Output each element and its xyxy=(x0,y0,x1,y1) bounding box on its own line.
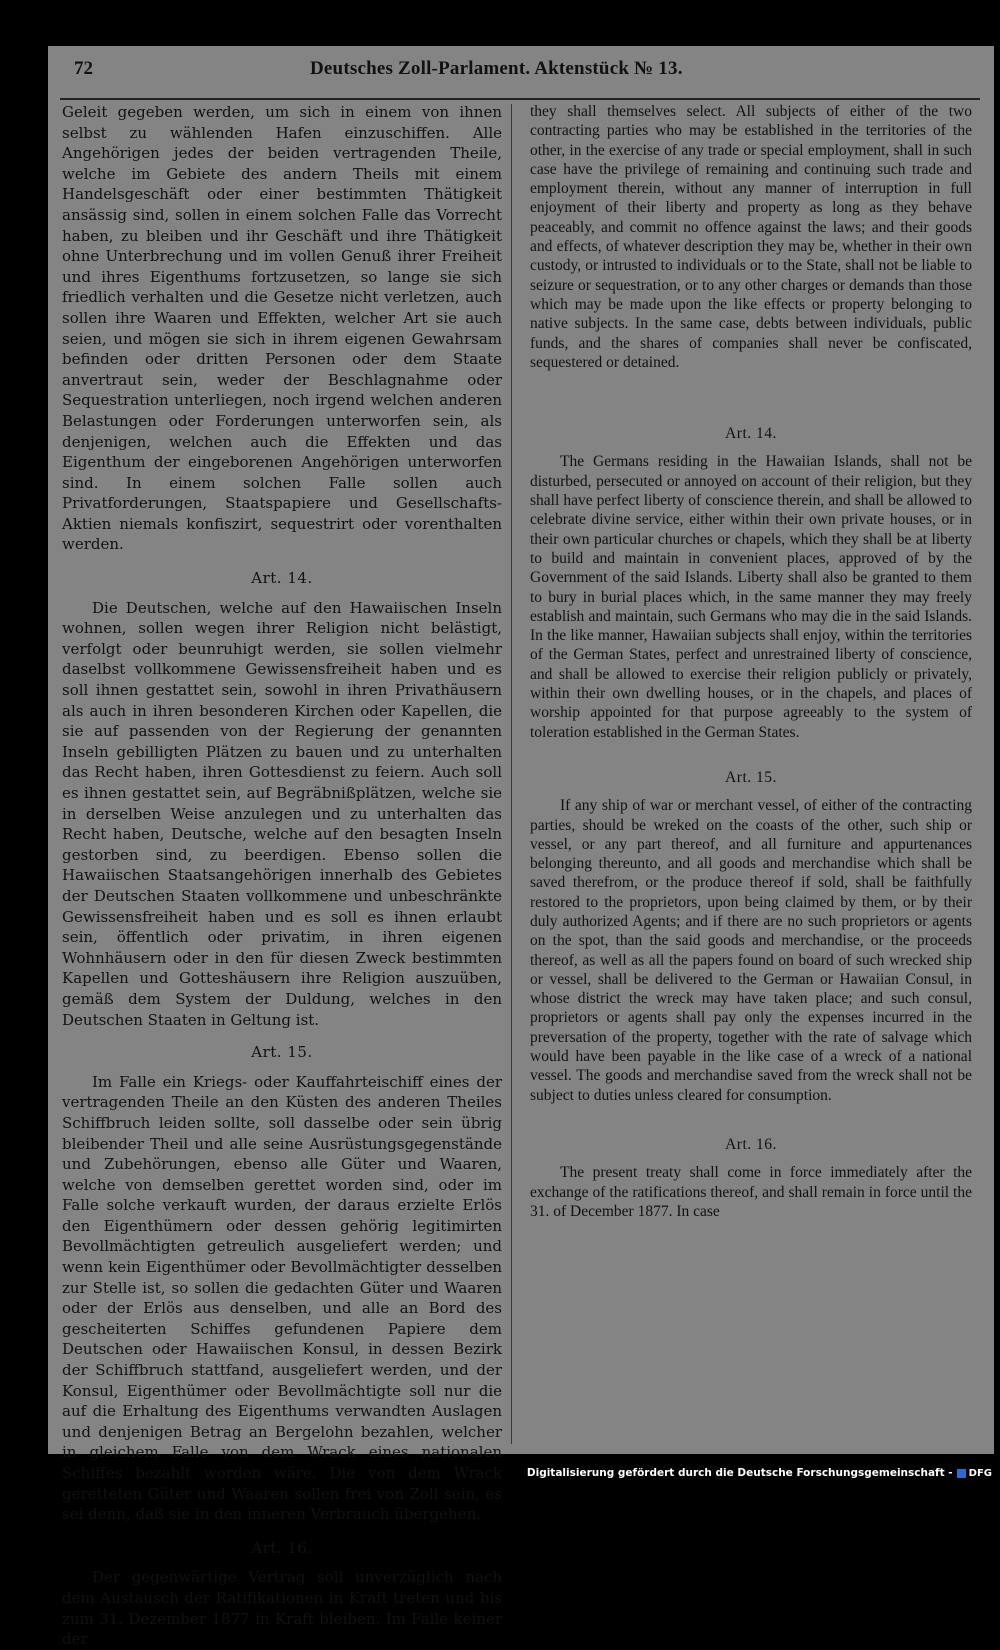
german-art14-heading: Art. 14. xyxy=(251,569,313,588)
running-title: Deutsches Zoll-Parlament. Aktenstück № 13. xyxy=(310,58,683,79)
english-art14-heading: Art. 14. xyxy=(725,425,777,443)
english-art15-text: If any ship of war or merchant vessel, of either of the contracting parties, should be wreked on the coasts of the other, such ship or vessel, or any part thereof, and all furniture and appurtenances belonging thereunto, and all goods and merchandise which shall be saved therefrom, or the produce thereof if sold, shall be faithfully restored to the proprietors, upon being claimed by them, or by their duly authorized Agents; and if there are no such proprietors or agents on the spot, than the said goods and merchandise, or the proceeds thereof, as well as all the papers found on board of such wrecked ship or vessel, shall be delivered to the German or Hawaiian Consul, in whose district the wreck may have taken place; and such consul, proprietors or agents shall pay only the expenses incurred in the preversation of the property, together with the rate of salvage which would have been payable in the like case of a wreck of a national vessel. The goods and merchandise saved from the wreck shall not be subject to duties unless cleared for consumption. xyxy=(530,797,972,1104)
german-art14-text: Die Deutschen, welche auf den Hawaiischen Inseln wohnen, sollen wegen ihrer Religion nicht belästigt, verfolgt oder beunruhigt werden, sie sollen vielmehr daselbst vollkommene Gewissensfreiheit haben und es soll ihnen gestattet sein, sowohl in ihren Privathäusern als auch in ihren besonderen Kirchen oder Kapellen, die sie auf passenden von der Regierung der genannten Inseln gebilligten Plätzen zu bauen und zu unterhalten das Recht haben, ihren Gottesdienst zu feiern. Auch soll es ihnen gestattet sein, auf Begräbnißplätzen, welche sie in derselben Weise anzulegen und zu unterhalten das Recht haben, Deutsche, welche auf den besagten Inseln gestorben sind, zu beerdigen. Ebenso sollen die Hawaiischen Staatsangehörigen innerhalb des Gebietes der Deutschen Staaten vollkommene und unbeschränkte Gewissensfreiheit haben und es soll es ihnen erlaubt sein, öffentlich oder privatim, in ihren eigenen Wohnhäusern oder in den für diesen Zweck bestimmten Kapellen und Gotteshäusern ihre Religion auszuüben, gemäß dem System der Duldung, welches in den Deutschen Staaten in Geltung ist. xyxy=(62,598,502,1029)
english-art16-heading: Art. 16. xyxy=(725,1135,777,1153)
english-intro-paragraph: they shall themselves select. All subjects of either of the two contracting parties who may be established in the territories of the other, in the exercise of any trade or special employment, shall in such case have the privilege of remaining and continuing such trade and employment therein, without any manner of interruption in full enjoyment of their liberty and property as long as they behave peaceably, and commit no offence against the laws; and their goods and effects, of whatever description they may be, whether in their own custody, or intrusted to individuals or to the State, shall not be liable to seizure or sequestration, or to any other charges or demands than those which may be made upon the like effects or property belonging to native subjects. In the same case, debts between individuals, public funds, and the shares of companies shall never be confiscated, sequestered or detained. xyxy=(530,103,972,371)
page-number: 72 xyxy=(74,58,93,79)
page-header xyxy=(60,50,980,84)
german-art15-text: Im Falle ein Kriegs- oder Kauffahrteischiff eines der vertragenden Theile an den Küsten des anderen Theiles Schiffbruch leiden sollte, soll dasselbe oder sein übrig bleibender Theil und alle seine Ausrüstungsgegenstände und Zubehörungen, ebenso alle Güter und Waaren, welche von demselben gerettet worden sind, oder im Falle solche verkauft wurden, der daraus erzielte Erlös den Eigenthümern oder dessen gehörig legitimirten Bevollmächtigten getreulich ausgeliefert werden; und wenn kein Eigenthümer oder Bevollmächtigter desselben zur Stelle ist, so sollen die gedachten Güter und Waaren oder der Erlös aus denselben, und alle an Bord des gescheiterten Schiffes gefundenen Papiere dem Deutschen oder Hawaiischen Konsul, in dessen Bezirk der Schiffbruch stattfand, ausgeliefert werden, und der Konsul, Eigenthümer oder Bevollmächtigte soll nur die auf die Erhaltung des Eigenthums verwandten Auslagen und denjenigen Betrag an Bergelohn bezahlen, welcher in gleichem Falle von dem Wrack eines nationalen Schiffes bezahlt worden wäre. Die von dem Wrack geretteten Güter und Waaren sollen frei von Zoll sein, es sei denn, daß sie in den inneren Verbrauch übergehen. xyxy=(62,1072,502,1524)
german-column xyxy=(62,102,502,1650)
column-divider xyxy=(511,104,512,1444)
german-art16-text: Der gegenwärtige Vertrag soll unverzüglich nach dem Austausch der Ratifikationen in Kraft treten und bis zum 31. Dezember 1877 in Kraft bleiben. Im Falle keiner der xyxy=(62,1568,502,1649)
dfg-logo-text: DFG xyxy=(968,1467,992,1479)
credit-text: Digitalisierung gefördert durch die Deutsche Forschungsgemeinschaft - xyxy=(526,1467,953,1479)
german-intro-paragraph: Geleit gegeben werden, um sich in einem von ihnen selbst zu wählenden Hafen einzuschiffen. Alle Angehörigen jedes der beiden vertragenden Theile, welche im Gebiete des andern Theils mit einem Handelsgeschäft oder einer bestimmten Thätigkeit ansässig sind, sollen in einem solchen Falle das Vorrecht haben, zu bleiben und ihr Geschäft und ihre Thätigkeit ohne Unterbrechung und im vollen Genuß ihrer Freiheit und ihres Eigenthums fortzusetzen, so lange sie sich friedlich verhalten und die Gesetze nicht verletzen, auch sollen ihre Waaren und Effekten, welcher Art sie auch seien, und mögen sie sich in ihrem eigenen Gewahrsam befinden oder dritten Personen oder dem Staate anvertraut sein, weder der Beschlagnahme oder Sequestration unterliegen, noch irgend welchen anderen Belastungen oder Forderungen unterworfen sein, als denjenigen, welchen auch die Effekten und das Eigenthum der eingeborenen Angehörigen unterworfen sind. In einem solchen Falle sollen auch Privatforderungen, Staatspapiere und Gesellschafts-Aktien niemals konfiszirt, sequestrirt oder vorenthalten werden. xyxy=(62,103,502,554)
english-art14-text: The Germans residing in the Hawaiian Islands, shall not be disturbed, persecuted or annoyed on account of their religion, but they shall have perfect liberty of conscience therein, and shall be allowed to celebrate divine service, either within their own private houses, or in their own particular churches or chapels, which they shall be at liberty to build and maintain in convenient places, approved of by the Government of the said Islands. Liberty shall also be granted to them to bury in burial places which, in the same manner they may freely establish and maintain, such Germans who may die in the said Islands. In the like manner, Hawaiian subjects shall enjoy, within the territories of the German States, perfect and unrestrained liberty of conscience, and shall be allowed to exercise their religion publicly or privately, within their own dwelling houses, or in the chapels, and places of worship appointed for that purpose agreeably to the system of toleration established in the German States. xyxy=(530,453,972,741)
dfg-logo xyxy=(957,1468,992,1479)
digitization-credit xyxy=(527,1463,992,1483)
header-rule xyxy=(60,98,980,100)
german-art16-heading: Art. 16. xyxy=(251,1538,313,1557)
english-art16-text: The present treaty shall come in force immediately after the exchange of the ratifications thereof, and shall remain in force until the 31. of December 1877. In case xyxy=(530,1164,972,1220)
dfg-mark-icon xyxy=(957,1469,966,1478)
german-art15-heading: Art. 15. xyxy=(251,1043,313,1062)
english-column xyxy=(530,102,972,1221)
english-art15-heading: Art. 15. xyxy=(725,768,777,786)
